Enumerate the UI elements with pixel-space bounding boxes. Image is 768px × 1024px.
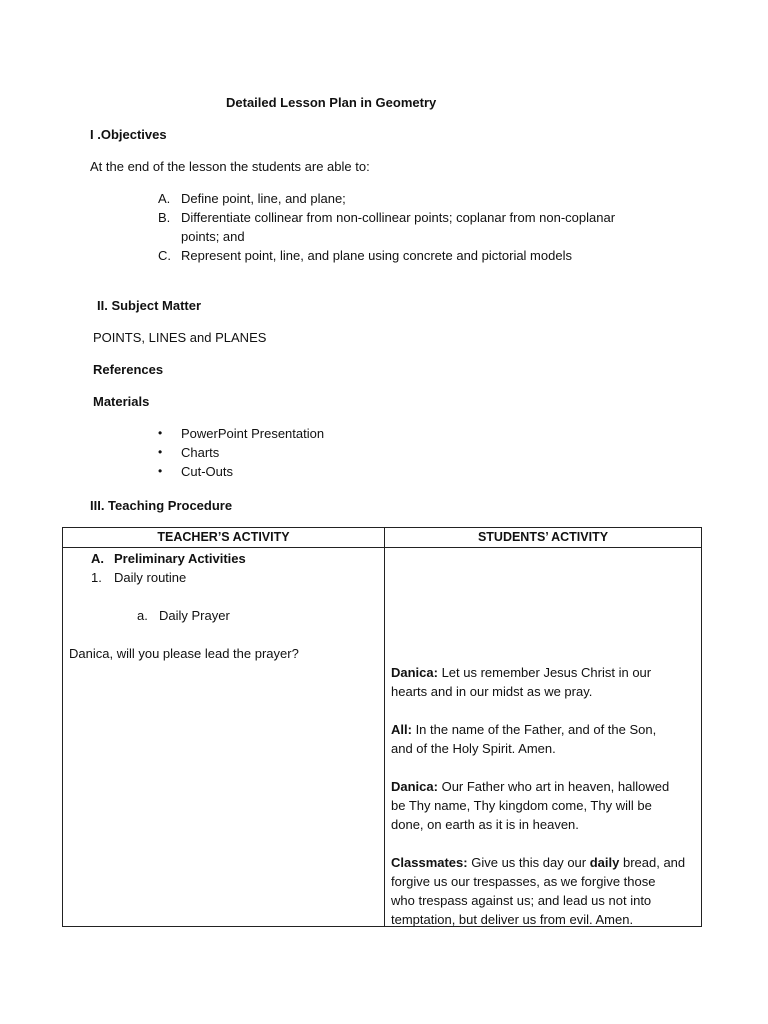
teacher-activity-header: TEACHER’S ACTIVITY: [63, 528, 385, 548]
material-item: Charts: [181, 445, 220, 460]
objective-text-c: Represent point, line, and plane using concrete and pictorial models: [181, 248, 572, 263]
student-line: temptation, but deliver us from evil. Amen.: [391, 912, 634, 927]
student-line: All: In the name of the Father, and of the Son,: [391, 722, 657, 737]
step-number: 1.: [91, 570, 102, 585]
student-line: forgive us our trespasses, as we forgive those: [391, 874, 656, 889]
students-activity-header: STUDENTS’ ACTIVITY: [385, 528, 702, 548]
teaching-procedure-heading: III. Teaching Procedure: [90, 498, 233, 513]
subject-matter-topic: POINTS, LINES and PLANES: [93, 330, 267, 345]
speaker-label: Danica:: [391, 779, 438, 794]
references-label: References: [93, 362, 164, 377]
section-letter: A.: [91, 551, 104, 566]
bullet-icon: •: [158, 426, 163, 440]
student-line: Danica: Our Father who art in heaven, hallowed: [391, 779, 670, 794]
subject-matter-heading: II. Subject Matter: [97, 298, 202, 313]
objective-text-a: Define point, line, and plane;: [181, 191, 346, 206]
objective-letter-a: A.: [158, 191, 171, 206]
sub-step-letter: a.: [137, 608, 148, 623]
material-item: Cut-Outs: [181, 464, 234, 479]
student-line: be Thy name, Thy kingdom come, Thy will be: [391, 798, 652, 813]
student-line: hearts and in our midst as we pray.: [391, 684, 593, 699]
student-line: done, on earth as it is in heaven.: [391, 817, 579, 832]
material-item: PowerPoint Presentation: [181, 426, 325, 441]
table-row: [63, 548, 702, 927]
bullet-icon: •: [158, 464, 163, 478]
speaker-label: All:: [391, 722, 412, 737]
materials-label: Materials: [93, 394, 150, 409]
objectives-intro: At the end of the lesson the students are able to:: [90, 159, 370, 174]
teacher-prompt: Danica, will you please lead the prayer?: [69, 646, 299, 661]
procedure-table: [62, 527, 702, 927]
speaker-label: Danica:: [391, 665, 438, 680]
table-header-row: [63, 528, 702, 548]
objective-letter-b: B.: [158, 210, 171, 225]
teacher-activity-cell: [63, 548, 385, 927]
step-title: Daily routine: [114, 570, 187, 585]
document-title: Detailed Lesson Plan in Geometry: [226, 95, 437, 110]
section-title: Preliminary Activities: [114, 551, 246, 566]
objective-text-b-line2: points; and: [181, 229, 245, 244]
student-line: Classmates: Give us this day our daily bread, and: [391, 855, 686, 870]
student-line: and of the Holy Spirit. Amen.: [391, 741, 556, 756]
objective-text-b-line1: Differentiate collinear from non-collinear points; coplanar from non-coplanar: [181, 210, 616, 225]
students-activity-cell: [385, 548, 702, 927]
objective-letter-c: C.: [158, 248, 171, 263]
bullet-icon: •: [158, 445, 163, 459]
student-line: who trespass against us; and lead us not into: [391, 893, 652, 908]
sub-step-title: Daily Prayer: [159, 608, 230, 623]
speaker-label: Classmates:: [391, 855, 468, 870]
objectives-heading: I .Objectives: [90, 127, 167, 142]
student-line: Danica: Let us remember Jesus Christ in our: [391, 665, 652, 680]
